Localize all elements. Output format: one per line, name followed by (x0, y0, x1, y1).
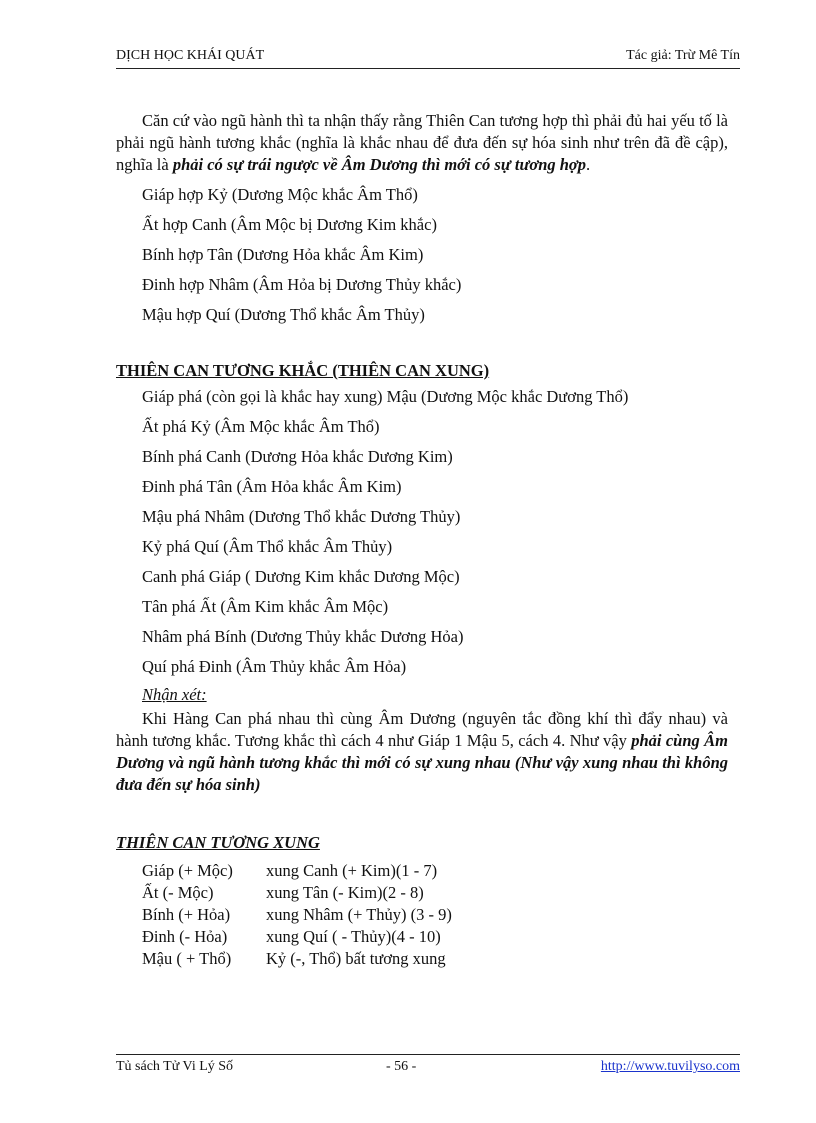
khac-item: Kỷ phá Quí (Âm Thổ khắc Âm Thủy) (142, 537, 393, 556)
xung-left: Đinh (- Hỏa) (142, 927, 228, 946)
hop-item: Ất hợp Canh (Âm Mộc bị Dương Kim khắc) (142, 215, 437, 234)
xung-row (116, 904, 728, 926)
intro-text: Căn cứ vào ngũ hành thì ta nhận thấy rằng Thiên Can tương hợp thì phải đủ hai yếu tố là phải ngũ hành tương khắc (nghĩa là khắc nhau để đưa đến sự hóa sinh như trên đã đề cập), nghĩa là (116, 111, 728, 174)
xung-right: xung Quí ( - Thủy)(4 - 10) (266, 927, 441, 946)
khac-item: Giáp phá (còn gọi là khắc hay xung) Mậu (Dương Mộc khắc Dương Thổ) (142, 387, 629, 406)
intro-paragraph (116, 110, 728, 176)
hop-item: Bính hợp Tân (Dương Hỏa khắc Âm Kim) (142, 245, 424, 264)
footer-website-link[interactable]: http://www.tuvilyso.com (600, 1059, 740, 1074)
running-header (116, 48, 740, 69)
header-author: Tác giả: Trừ Mê Tín (626, 48, 740, 63)
khac-item: Bính phá Canh (Dương Hỏa khắc Dương Kim) (142, 447, 453, 466)
hop-item: Mậu hợp Quí (Dương Thổ khắc Âm Thủy) (142, 305, 425, 324)
section-heading-khac: THIÊN CAN TƯƠNG KHẮC (THIÊN CAN XUNG) (116, 361, 490, 380)
page-number: - 56 - (386, 1059, 417, 1074)
xung-row (116, 926, 728, 948)
khac-item: Nhâm phá Bính (Dương Thủy khắc Dương Hỏa) (142, 627, 464, 646)
xung-left: Ất (- Mộc) (142, 883, 214, 902)
xung-right: Kỷ (-, Thổ) bất tương xung (266, 949, 446, 968)
khac-item: Quí phá Đinh (Âm Thủy khắc Âm Hỏa) (142, 657, 407, 676)
hop-item: Đinh hợp Nhâm (Âm Hỏa bị Dương Thủy khắc) (142, 275, 462, 294)
khac-item: Ất phá Kỷ (Âm Mộc khắc Âm Thổ) (142, 417, 380, 436)
khac-item: Đinh phá Tân (Âm Hỏa khắc Âm Kim) (142, 477, 402, 496)
remark-paragraph (116, 708, 728, 796)
xung-table (116, 860, 728, 970)
intro-emphasis: phải có sự trái ngược về Âm Dương thì mới có sự tương hợp (172, 155, 587, 174)
remark-label: Nhận xét: (142, 685, 207, 704)
khac-item: Canh phá Giáp ( Dương Kim khắc Dương Mộc) (142, 567, 460, 586)
xung-right: xung Canh (+ Kim)(1 - 7) (266, 861, 438, 880)
xung-right: xung Nhâm (+ Thủy) (3 - 9) (266, 905, 452, 924)
khac-item: Mậu phá Nhâm (Dương Thổ khắc Dương Thủy) (142, 507, 461, 526)
footer-series: Tủ sách Tử Vi Lý Số (116, 1059, 234, 1074)
remark-emphasis: phải cùng Âm Dương và ngũ hành tương khắc thì mới có sự xung nhau (Như vậy xung nhau thì không đưa đến sự hóa sinh) (116, 731, 728, 794)
section-heading-xung: THIÊN CAN TƯƠNG XUNG (116, 833, 320, 852)
intro-end: . (586, 155, 591, 174)
xung-left: Bính (+ Hỏa) (142, 905, 231, 924)
xung-left: Giáp (+ Mộc) (142, 861, 233, 880)
xung-row (116, 860, 728, 882)
xung-right: xung Tân (- Kim)(2 - 8) (266, 883, 424, 902)
remark-text: Khi Hàng Can phá nhau thì cùng Âm Dương (nguyên tắc đồng khí thì đẩy nhau) và hành tương khắc. Tương khắc thì cách 4 như Giáp 1 Mậu 5, cách 4. Như vậy (116, 709, 728, 750)
page-content (116, 110, 728, 970)
xung-row (116, 882, 728, 904)
header-book-title: DỊCH HỌC KHÁI QUÁT (116, 48, 265, 63)
khac-item: Tân phá Ất (Âm Kim khắc Âm Mộc) (142, 597, 389, 616)
hop-item: Giáp hợp Kỷ (Dương Mộc khắc Âm Thổ) (142, 185, 418, 204)
xung-row (116, 948, 728, 970)
xung-left: Mậu ( + Thổ) (142, 949, 232, 968)
running-footer (116, 1054, 740, 1077)
